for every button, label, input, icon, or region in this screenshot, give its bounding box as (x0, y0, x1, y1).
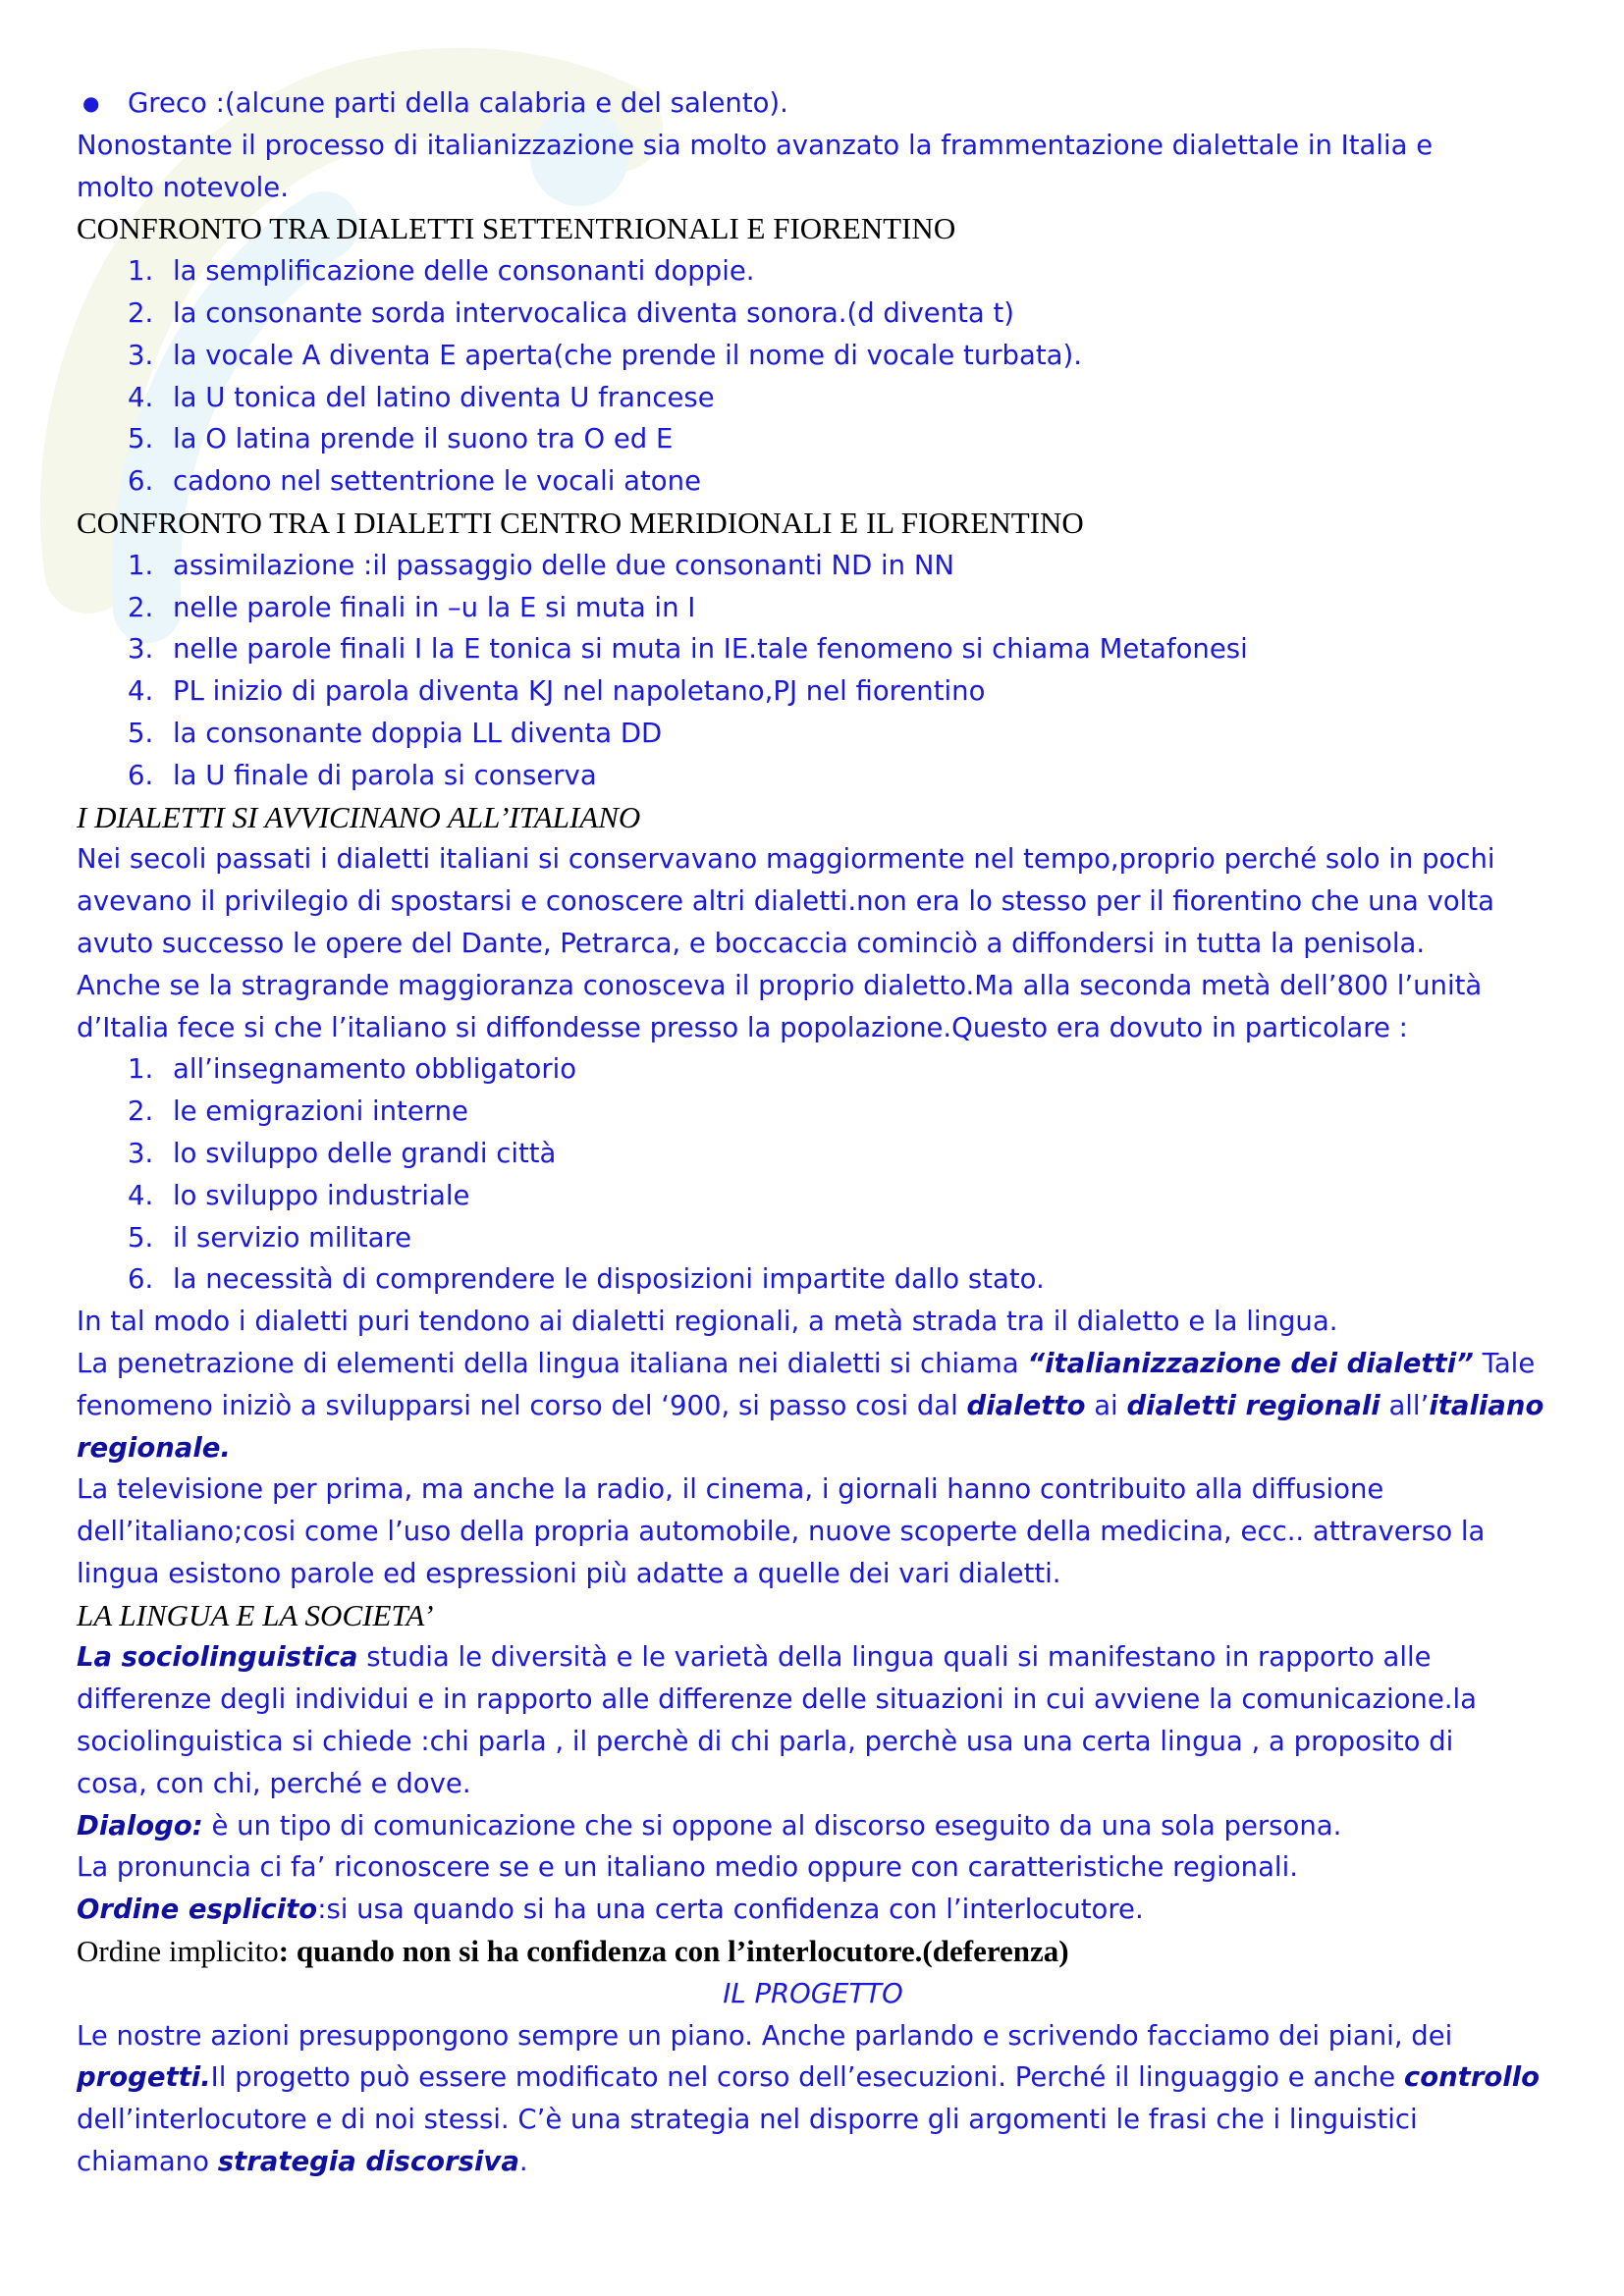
paragraph-line: dell’interlocutore e di noi stessi. C’è una strategia nel disporre gli argomenti le frasi che i linguistici (77, 2104, 1418, 2136)
list-item: 1. assimilazione :il passaggio delle due consonanti ND in NN (128, 549, 954, 581)
paragraph-line: cosa, con chi, perché e dove. (77, 1767, 471, 1799)
list-item: 2. le emigrazioni interne (128, 1095, 468, 1128)
paragraph-line: fenomeno iniziò a svilupparsi nel corso del ‘900, si passo cosi dal dialetto ai dialetti regionali all’italiano (77, 1389, 1544, 1421)
paragraph-line: Dialogo: è un tipo di comunicazione che si oppone al discorso eseguito da una sola persona. (77, 1809, 1342, 1842)
paragraph-line: chiamano strategia discorsiva. (77, 2146, 528, 2178)
list-item: 4. lo sviluppo industriale (128, 1179, 470, 1211)
list-item: 5. il servizio militare (128, 1221, 412, 1254)
list-item: 2. la consonante sorda intervocalica diventa sonora.(d diventa t) (128, 296, 1015, 329)
paragraph-line: molto notevole. (77, 171, 289, 203)
list-item: 4. la U tonica del latino diventa U francese (128, 381, 715, 413)
list-item: 2. nelle parole finali in –u la E si muta in I (128, 591, 696, 623)
list-item: 6. cadono nel settentrione le vocali atone (128, 465, 701, 498)
paragraph-line: avevano il privilegio di spostarsi e conoscere altri dialetti.non era lo stesso per il fiorentino che una volta (77, 885, 1494, 918)
section-heading: I DIALETTI SI AVVICINANO ALL’ITALIANO (77, 799, 641, 834)
paragraph-line: d’Italia fece si che l’italiano si diffondesse presso la popolazione.Questo era dovuto in particolare : (77, 1011, 1408, 1043)
paragraph-line: avuto successo le opere del Dante, Petrarca, e boccaccia cominciò a diffondersi in tutta la penisola. (77, 927, 1426, 959)
list-item: 4. PL inizio di parola diventa KJ nel napoletano,PJ nel fiorentino (128, 675, 986, 708)
paragraph-line: regionale. (77, 1431, 231, 1464)
section-heading: CONFRONTO TRA DIALETTI SETTENTRIONALI E FIORENTINO (77, 211, 956, 246)
paragraph-line: lingua esistono parole ed espressioni più adatte a quelle dei vari dialetti. (77, 1557, 1061, 1589)
paragraph-line: progetti.Il progetto può essere modificato nel corso dell’esecuzioni. Perché il linguaggio e anche controllo (77, 2061, 1541, 2094)
list-item: 3. la vocale A diventa E aperta(che prende il nome di vocale turbata). (128, 339, 1082, 371)
list-item: 1. all’insegnamento obbligatorio (128, 1053, 577, 1086)
bullet-icon: ● (82, 91, 100, 115)
paragraph-line: Nei secoli passati i dialetti italiani si conservavano maggiormente nel tempo,proprio perché solo in pochi (77, 843, 1495, 876)
paragraph-line: La sociolinguistica studia le diversità e le varietà della lingua quali si manifestano in rapporto alle (77, 1641, 1432, 1674)
section-heading: CONFRONTO TRA I DIALETTI CENTRO MERIDIONALI E IL FIORENTINO (77, 505, 1084, 540)
list-item: 5. la O latina prende il suono tra O ed E (128, 423, 674, 455)
list-item: 1. la semplificazione delle consonanti doppie. (128, 255, 755, 288)
list-item: 6. la necessità di comprendere le disposizioni impartite dallo stato. (128, 1263, 1045, 1296)
document-page (77, 82, 1569, 2183)
paragraph-line: La penetrazione di elementi della lingua italiana nei dialetti si chiama “italianizzazione dei dialetti” Tale (77, 1347, 1536, 1379)
list-item: 3. nelle parole finali I la E tonica si muta in IE.tale fenomeno si chiama Metafonesi (128, 633, 1248, 666)
section-heading: LA LINGUA E LA SOCIETA’ (77, 1597, 434, 1632)
list-item: 6. la U finale di parola si conserva (128, 759, 597, 791)
paragraph-line: dell’italiano;cosi come l’uso della propria automobile, nuove scoperte della medicina, ecc.. attraverso la (77, 1516, 1486, 1548)
paragraph-line: La pronuncia ci fa’ riconoscere se e un italiano medio oppure con caratteristiche regionali. (77, 1851, 1298, 1884)
paragraph-line: sociolinguistica si chiede :chi parla , il perchè di chi parla, perchè usa una certa lingua , a proposito di (77, 1726, 1454, 1758)
paragraph-line: differenze degli individui e in rapporto alle differenze delle situazioni in cui avviene la comunicazione.la (77, 1683, 1477, 1716)
paragraph-line: Ordine implicito: quando non si ha confidenza con l’interlocutore.(deferenza) (77, 1934, 1069, 1969)
paragraph-line: Le nostre azioni presuppongono sempre un piano. Anche parlando e scrivendo facciamo dei piani, dei (77, 2019, 1453, 2052)
paragraph-line: Nonostante il processo di italianizzazione sia molto avanzato la frammentazione dialettale in Italia e (77, 129, 1434, 161)
paragraph-line: Ordine esplicito:si usa quando si ha una certa confidenza con l’interlocutore. (77, 1894, 1144, 1926)
list-item: 3. lo sviluppo delle grandi città (128, 1137, 557, 1169)
paragraph-line: In tal modo i dialetti puri tendono ai dialetti regionali, a metà strada tra il dialetto e la lingua. (77, 1306, 1338, 1338)
paragraph-line: La televisione per prima, ma anche la radio, il cinema, i giornali hanno contribuito alla diffusione (77, 1473, 1384, 1506)
list-item: 5. la consonante doppia LL diventa DD (128, 717, 663, 749)
list-item: ● Greco :(alcune parti della calabria e del salento). (77, 82, 1569, 125)
paragraph-line: Anche se la stragrande maggioranza conosceva il proprio dialetto.Ma alla seconda metà dell’800 l’unità (77, 969, 1483, 1001)
section-heading: IL PROGETTO (723, 1977, 903, 2009)
